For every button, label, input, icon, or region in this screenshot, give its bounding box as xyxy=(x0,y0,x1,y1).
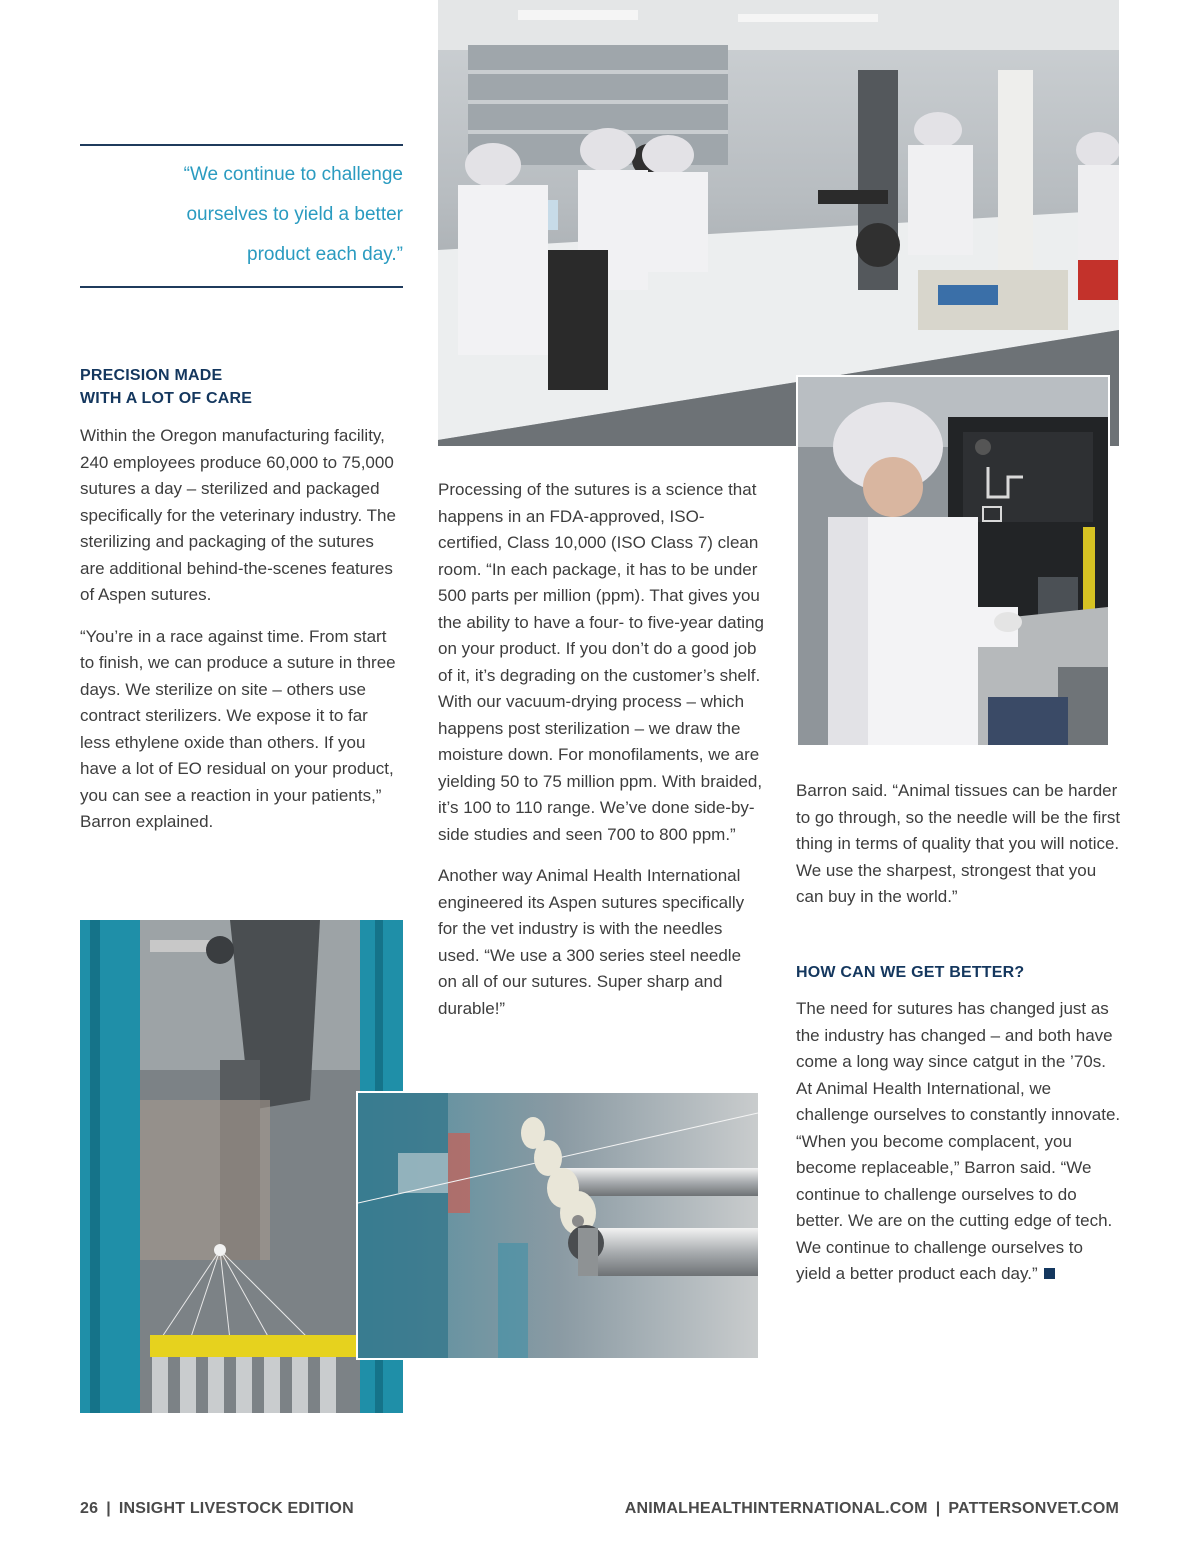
footer-right xyxy=(625,1500,1119,1518)
heading-line: PRECISION MADE xyxy=(80,367,223,384)
column-1-text xyxy=(80,423,402,836)
suture-rollers-photo xyxy=(358,1093,758,1358)
pull-quote-line: product each day.” xyxy=(247,244,403,265)
column-2-text xyxy=(438,477,764,1022)
paragraph: Barron said. “Animal tissues can be harder to go through, so the needle will be the first thing in terms of quality that you will notice. We use the sharpest, strongest that you can buy in the world.” xyxy=(796,781,1121,906)
paragraph: Processing of the sutures is a science that happens in an FDA-approved, ISO-certified, Class 10,000 (ISO Class 7) clean room. “In each package, it has to be under 500 parts per million (ppm). That gives you the ability to have a four- to five-year dating on your product. If you don’t do a good job of it, it’s degrading on the customer’s shelf. With our vacuum-drying process – which happens post sterilization – we draw the moisture down. For monofilaments, we are yielding 50 to 75 million ppm. With braided, it’s 100 to 110 range. We’ve done side-by-side studies and seen 700 to 800 ppm.” xyxy=(438,480,765,844)
technician-photo xyxy=(798,377,1108,745)
publication-name: INSIGHT LIVESTOCK EDITION xyxy=(118,1500,354,1517)
column-3-text-2 xyxy=(796,996,1122,1288)
footer-separator: | xyxy=(106,1500,111,1517)
section-heading-precision xyxy=(80,364,410,410)
pull-quote xyxy=(80,155,403,275)
pull-quote-line: ourselves to yield a better xyxy=(186,204,403,225)
pull-quote-top-rule xyxy=(80,144,403,146)
braiding-machine-photo xyxy=(80,920,403,1413)
footer-separator: | xyxy=(935,1500,941,1517)
site-link-pattersonvet[interactable]: PATTERSONVET.COM xyxy=(948,1500,1119,1517)
heading-line: WITH A LOT OF CARE xyxy=(80,390,253,407)
site-link-animalhealth[interactable]: ANIMALHEALTHINTERNATIONAL.COM xyxy=(624,1500,928,1517)
section-heading-better: HOW CAN WE GET BETTER? xyxy=(796,964,1025,981)
pull-quote-bottom-rule xyxy=(80,286,403,288)
footer-left xyxy=(80,1500,354,1518)
end-mark-icon xyxy=(1044,1268,1055,1279)
paragraph: Within the Oregon manufacturing facility, 240 employees produce 60,000 to 75,000 sutures a day – sterilized and packaged specifically for the veterinary industry. The sterilizing and packaging of the sutures are additional behind-the-scenes features of Aspen sutures. xyxy=(80,426,396,604)
page-number: 26 xyxy=(80,1500,99,1517)
paragraph: “You’re in a race against time. From start to finish, we can produce a suture in three days. We sterilize on site – others use contract sterilizers. We expose it to far less ethylene oxide than others. If you have a lot of EO residual on your product, you can see a reaction in your patients,” Barron explained. xyxy=(80,626,396,831)
pull-quote-line: “We continue to challenge xyxy=(183,164,403,185)
column-3-text xyxy=(796,778,1122,911)
paragraph: The need for sutures has changed just as the industry has changed – and both have come a long way since catgut in the ’70s. At Animal Health International, we challenge ourselves to constantly innovate. “When you become complacent, you become replaceable,” Barron said. “We continue to challenge ourselves to do better. We are on the cutting edge of tech. We continue to challenge ourselves to yield a better product each day.” xyxy=(796,999,1121,1283)
paragraph: Another way Animal Health International engineered its Aspen sutures specifically for the vet industry is with the needles used. “We use a 300 series steel needle on all of our sutures. Super sharp and durable!” xyxy=(438,866,745,1018)
